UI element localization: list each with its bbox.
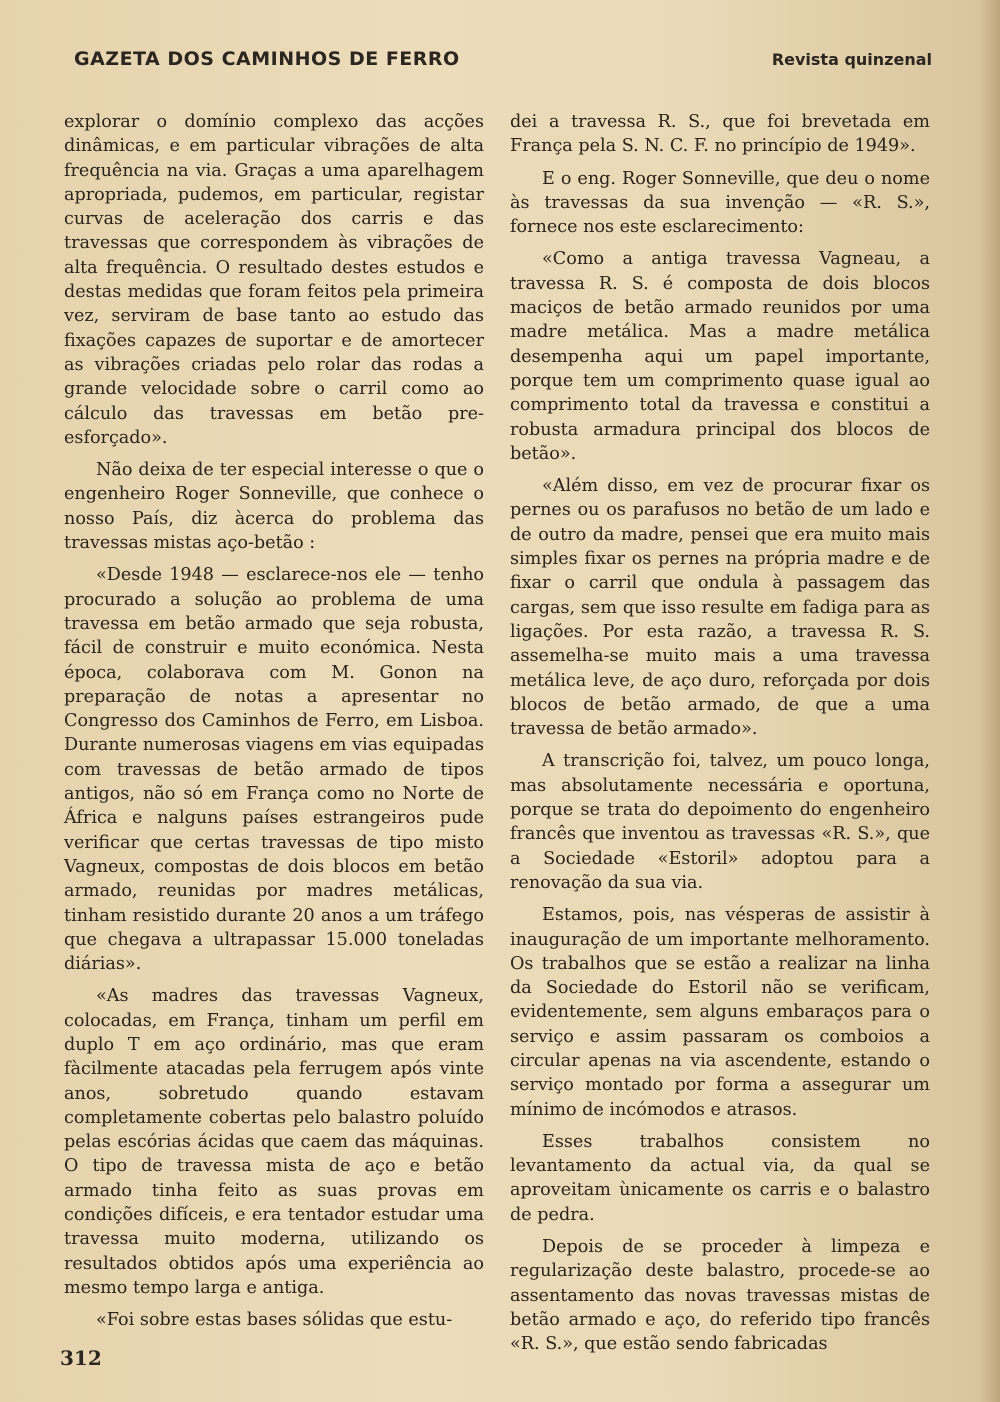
paragraph: «Além disso, em vez de procurar fixar os pernes ou os parafusos no betão de um lado e de outro da madre, pensei que era muito mais simples fixar os pernes na própria madre e de fixar o carril que ondula à passagem das cargas, sem que isso resulte em fadiga para as ligações. Por esta razão, a travessa R. S. assemelha-se muito mais a uma travessa metálica leve, de aço duro, reforçada por dois blocos de betão armado, de que a uma travessa de betão armado». xyxy=(510,476,930,740)
paragraph: «Desde 1948 — esclarece-nos ele — tenho procurado a solução ao problema de uma travessa em betão armado que seja robusta, fácil de construir e muito económica. Nesta época, colaborava com M. Gonon na preparação de notas a apresentar no Congresso dos Caminhos de Ferro, em Lisboa. Durante numerosas viagens em vias equipadas com travessas de betão armado de tipos antigos, não só em França como no Norte de África e nalguns países estrangeiros pude verificar que certas travessas de tipo misto Vagneux, compostas de dois blocos em betão armado, reunidas por madres metálicas, tinham resistido durante 20 anos a um tráfego que chegava a ultrapassar 15.000 toneladas diárias». xyxy=(64,565,484,975)
paragraph: Depois de se proceder à limpeza e regularização deste balastro, procede-se ao assentamento das novas travessas mistas de betão armado e aço, do referido tipo francês «R. S.», que estão sendo fabricadas xyxy=(510,1237,930,1355)
publication-title: GAZETA DOS CAMINHOS DE FERRO xyxy=(74,48,460,70)
paragraph: «Foi sobre estas bases sólidas que estu- xyxy=(96,1310,453,1331)
paragraph: A transcrição foi, talvez, um pouco longa, mas absolutamente necessária e oportuna, porque se trata do depoimento do engenheiro francês que inventou as travessas «R. S.», que a Sociedade «Estoril» adoptou para a renovação da sua via. xyxy=(510,751,930,893)
page-number: 312 xyxy=(60,1346,102,1370)
paragraph: «Como a antiga travessa Vagneau, a travessa R. S. é composta de dois blocos maciços de betão armado reunidos por uma madre metálica. Mas a madre metálica desempenha aqui um papel importante, porque tem um comprimento quase igual ao comprimento total da travessa e constitui a robusta armadura principal dos blocos de betão». xyxy=(510,249,930,464)
paragraph: Não deixa de ter especial interesse o que o engenheiro Roger Sonneville, que conhece o nosso País, diz àcerca do problema das travessas mistas aço-betão : xyxy=(64,460,484,554)
paragraph: dei a travessa R. S., que foi brevetada em França pela S. N. C. F. no princípio de 1949». xyxy=(510,112,930,157)
paragraph: Estamos, pois, nas vésperas de assistir à inauguração de um importante melhoramento. Os trabalhos que se estão a realizar na linha da Sociedade do Estoril não se verificam, evidentemente, sem alguns embaraços para o serviço e assim passaram os comboios a circular apenas na via ascendente, estando o serviço montado por forma a assegurar um mínimo de incómodos e atrasos. xyxy=(510,905,930,1120)
paragraph: explorar o domínio complexo das acções dinâmicas, e em particular vibrações de alta frequência na via. Graças a uma aparelhagem apropriada, pudemos, em particular, registar curvas de aceleração dos carris e das travessas que correspondem às vibrações de alta frequência. O resultado destes estudos e destas medidas que foram feitos pela primeira vez, serviram de base tanto ao estudo das fixações capazes de suportar e de amortecer as vibrações criadas pelo rolar das rodas a grande velocidade sobre o carril como ao cálculo das travessas em betão pre-esforçado». xyxy=(64,112,484,448)
running-header xyxy=(74,48,932,78)
section-label: Revista quinzenal xyxy=(771,50,932,69)
paragraph: Esses trabalhos consistem no levantamento da actual via, da qual se aproveitam ùnicamente os carris e o balastro de pedra. xyxy=(510,1131,930,1225)
paragraph: «As madres das travessas Vagneux, colocadas, em França, tinham um perfil em duplo T em aço ordinário, mas que eram fàcilmente atacadas pela ferrugem após vinte anos, sobretudo quando estavam completamente cobertas pelo balastro poluído pelas escórias ácidas que caem das máquinas. O tipo de travessa mista de aço e betão armado tinha feito as suas provas em condições difíceis, e era tentador estudar uma travessa muito moderna, utilizando os resultados obtidos após uma experiência ao mesmo tempo larga e antiga. xyxy=(64,986,484,1298)
paragraph: E o eng. Roger Sonneville, que deu o nome às travessas da sua invenção — «R. S.», fornece nos este esclarecimento: xyxy=(510,168,930,238)
text-column-right xyxy=(510,110,930,1365)
text-column-left xyxy=(64,110,484,1341)
